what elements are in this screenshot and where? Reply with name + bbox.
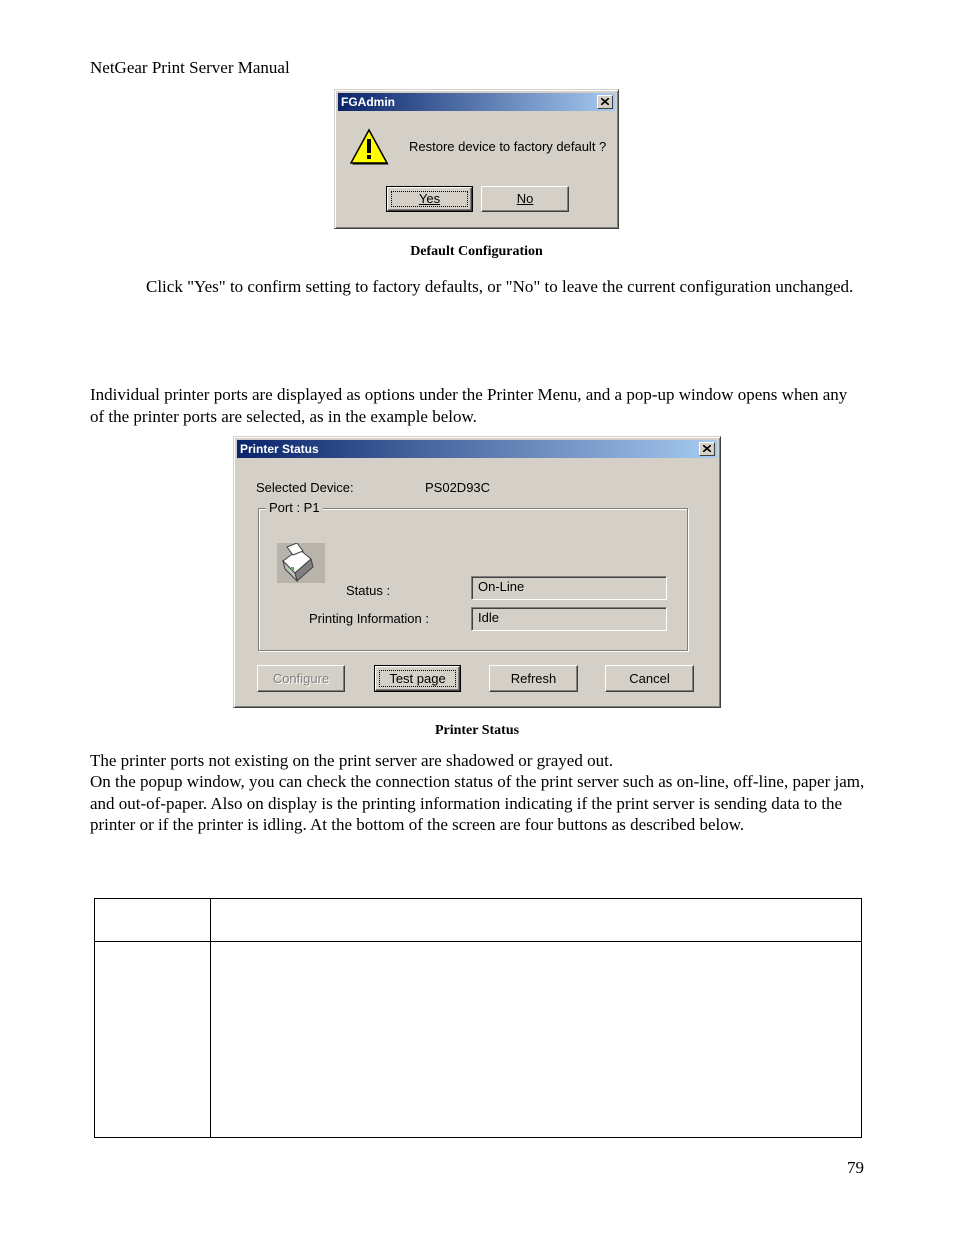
dialog-title: Printer Status: [240, 442, 319, 456]
dialog-message: Restore device to factory default ?: [409, 139, 607, 154]
close-button[interactable]: [699, 442, 715, 456]
port-group-label: Port : P1: [266, 500, 323, 515]
no-button[interactable]: No: [481, 186, 569, 212]
cancel-button[interactable]: Cancel: [605, 665, 694, 692]
status-label: Status :: [346, 583, 391, 598]
table-cell: [211, 899, 862, 942]
test-page-button[interactable]: Test page: [375, 666, 460, 691]
page-number: 79: [847, 1158, 864, 1177]
selected-device-value: PS02D93C: [425, 480, 491, 495]
selected-device-label: Selected Device:: [256, 480, 354, 495]
page-header: NetGear Print Server Manual: [90, 58, 290, 77]
printing-info-label: Printing Information :: [309, 611, 429, 626]
close-button[interactable]: [597, 95, 613, 109]
buttons-table: [94, 898, 862, 1138]
dialog-titlebar: [237, 440, 717, 458]
configure-button[interactable]: Configure: [257, 665, 345, 692]
printing-info-field: Idle: [471, 607, 667, 631]
table-cell: [211, 942, 862, 1138]
table-cell: [95, 942, 211, 1138]
printer-status-dialog: [233, 436, 721, 708]
printer-icon: [277, 543, 325, 583]
status-field: On-Line: [471, 576, 667, 600]
warning-icon: [349, 128, 389, 166]
figure-caption: Printer Status: [434, 723, 520, 738]
fgadmin-dialog: [334, 89, 619, 229]
yes-button[interactable]: Yes: [387, 187, 472, 211]
paragraph: The printer ports not existing on the print server are shadowed or grayed out.: [90, 751, 614, 770]
paragraph: Click "Yes" to confirm setting to factory defaults, or "No" to leave the current configuration unchanged.: [146, 277, 854, 296]
figure-caption: Default Configuration: [410, 244, 543, 259]
table-cell: [95, 899, 211, 942]
paragraph: On the popup window, you can check the connection status of the print server such as on-line, off-line, paper jam, and out-of-paper. Also on display is the printing information indicating if the print server is sending data to the printer or if the printer is idling. At the bottom of the screen are four buttons as described below.: [90, 772, 865, 834]
dialog-titlebar: [338, 93, 615, 111]
refresh-button[interactable]: Refresh: [489, 665, 578, 692]
close-icon: [703, 445, 711, 452]
paragraph: Individual printer ports are displayed as options under the Printer Menu, and a pop-up window opens when any of the printer ports are selected, as in the example below.: [90, 385, 848, 426]
dialog-title: FGAdmin: [341, 95, 395, 109]
close-icon: [601, 98, 609, 105]
